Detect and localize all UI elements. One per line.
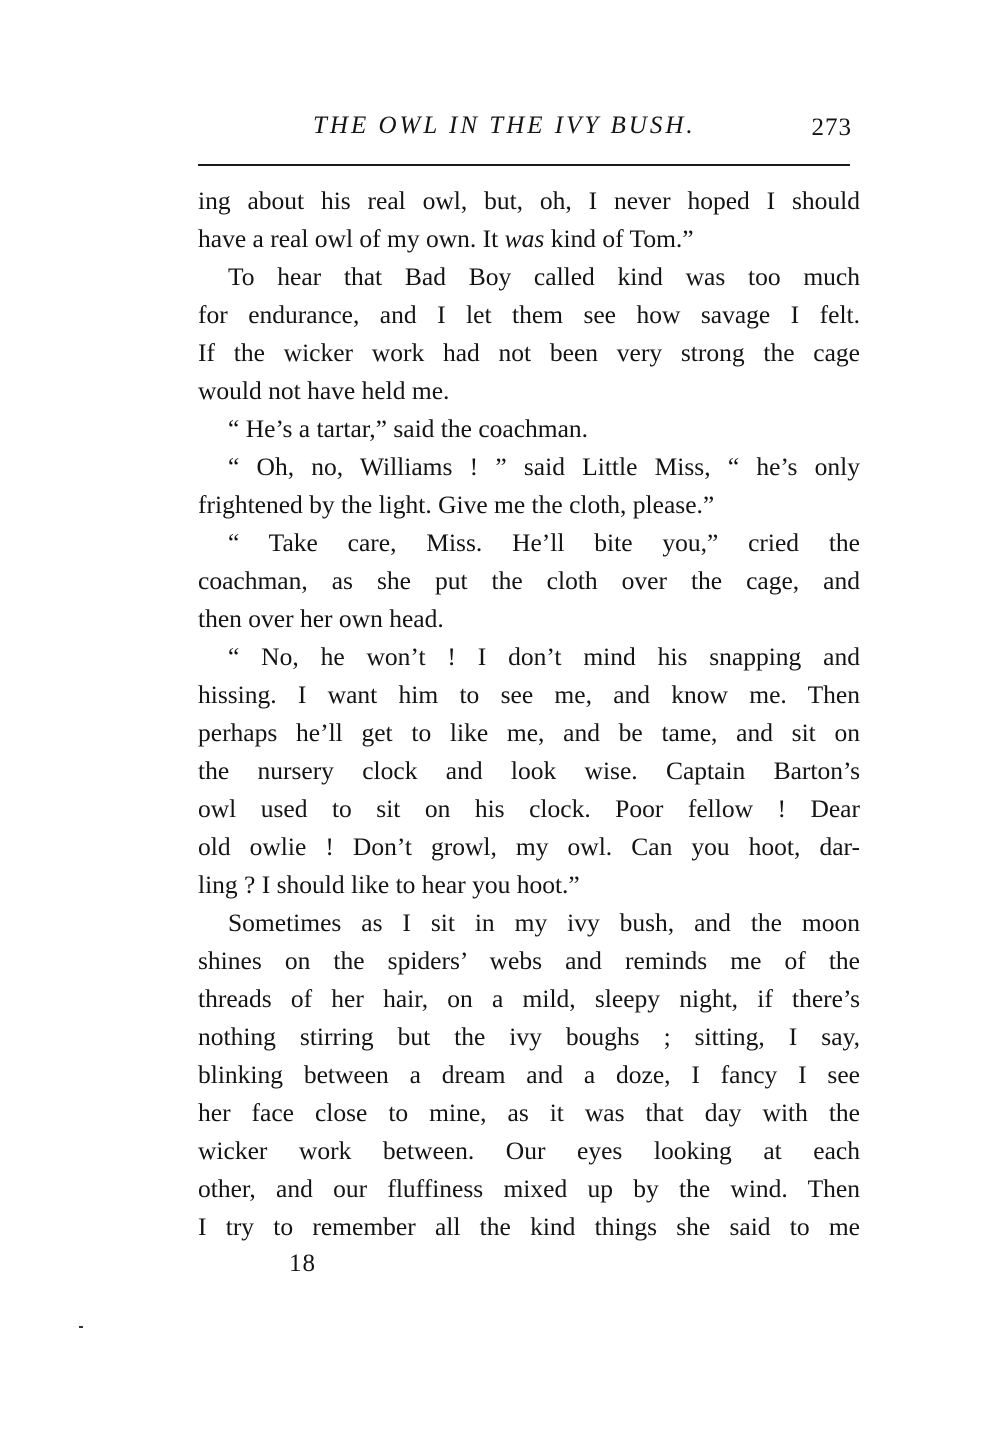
- text-line: would not have held me.: [198, 376, 450, 405]
- text-line: I try to remember all the kind things she said to me: [198, 1212, 860, 1241]
- text-line: shines on the spiders’ webs and reminds me of the: [198, 946, 860, 975]
- text-line: for endurance, and I let them see how savage I felt.: [198, 300, 860, 329]
- text-line: owl used to sit on his clock. Poor fellow ! Dear: [198, 794, 860, 823]
- page-header: [200, 112, 852, 152]
- text-line: “ No, he won’t ! I don’t mind his snapping and: [228, 642, 860, 671]
- text-line: “ Oh, no, Williams ! ” said Little Miss, “ he’s only: [228, 452, 860, 481]
- text-line: frightened by the light. Give me the cloth, please.”: [198, 490, 715, 519]
- text-line: perhaps he’ll get to like me, and be tame, and sit on: [198, 718, 860, 747]
- header-rule: [198, 164, 850, 166]
- page-number: 273: [811, 114, 852, 141]
- running-title: THE OWL IN THE IVY BUSH.: [313, 112, 696, 139]
- text-line: ing about his real owl, but, oh, I never hoped I should: [198, 186, 860, 215]
- text-line: ling ? I should like to hear you hoot.”: [198, 870, 580, 899]
- ink-speck: [79, 1326, 83, 1328]
- text-line: threads of her hair, on a mild, sleepy night, if there’s: [198, 984, 860, 1013]
- text-line: blinking between a dream and a doze, I fancy I see: [198, 1060, 860, 1089]
- text-line: To hear that Bad Boy called kind was too much: [228, 262, 860, 291]
- text-line: old owlie ! Don’t growl, my owl. Can you hoot, dar-: [198, 832, 860, 861]
- text-line: wicker work between. Our eyes looking at each: [198, 1136, 860, 1165]
- text-line: coachman, as she put the cloth over the cage, and: [198, 566, 860, 595]
- text-line: “ He’s a tartar,” said the coachman.: [228, 414, 589, 443]
- emphasis: was: [504, 224, 545, 253]
- text-line: have a real owl of my own. It was kind of Tom.”: [198, 224, 694, 253]
- text-line: Sometimes as I sit in my ivy bush, and the moon: [228, 908, 860, 937]
- text-line: her face close to mine, as it was that day with the: [198, 1098, 860, 1127]
- signature-mark: 18: [289, 1250, 316, 1277]
- text-line: If the wicker work had not been very strong the cage: [198, 338, 860, 367]
- text-line: other, and our fluffiness mixed up by the wind. Then: [198, 1174, 860, 1203]
- text-line: “ Take care, Miss. He’ll bite you,” cried the: [228, 528, 860, 557]
- text-line: the nursery clock and look wise. Captain Barton’s: [198, 756, 860, 785]
- text-line: then over her own head.: [198, 604, 444, 633]
- text-line: nothing stirring but the ivy boughs ; sitting, I say,: [198, 1022, 860, 1051]
- text-line: hissing. I want him to see me, and know me. Then: [198, 680, 860, 709]
- body-text: [198, 182, 860, 1246]
